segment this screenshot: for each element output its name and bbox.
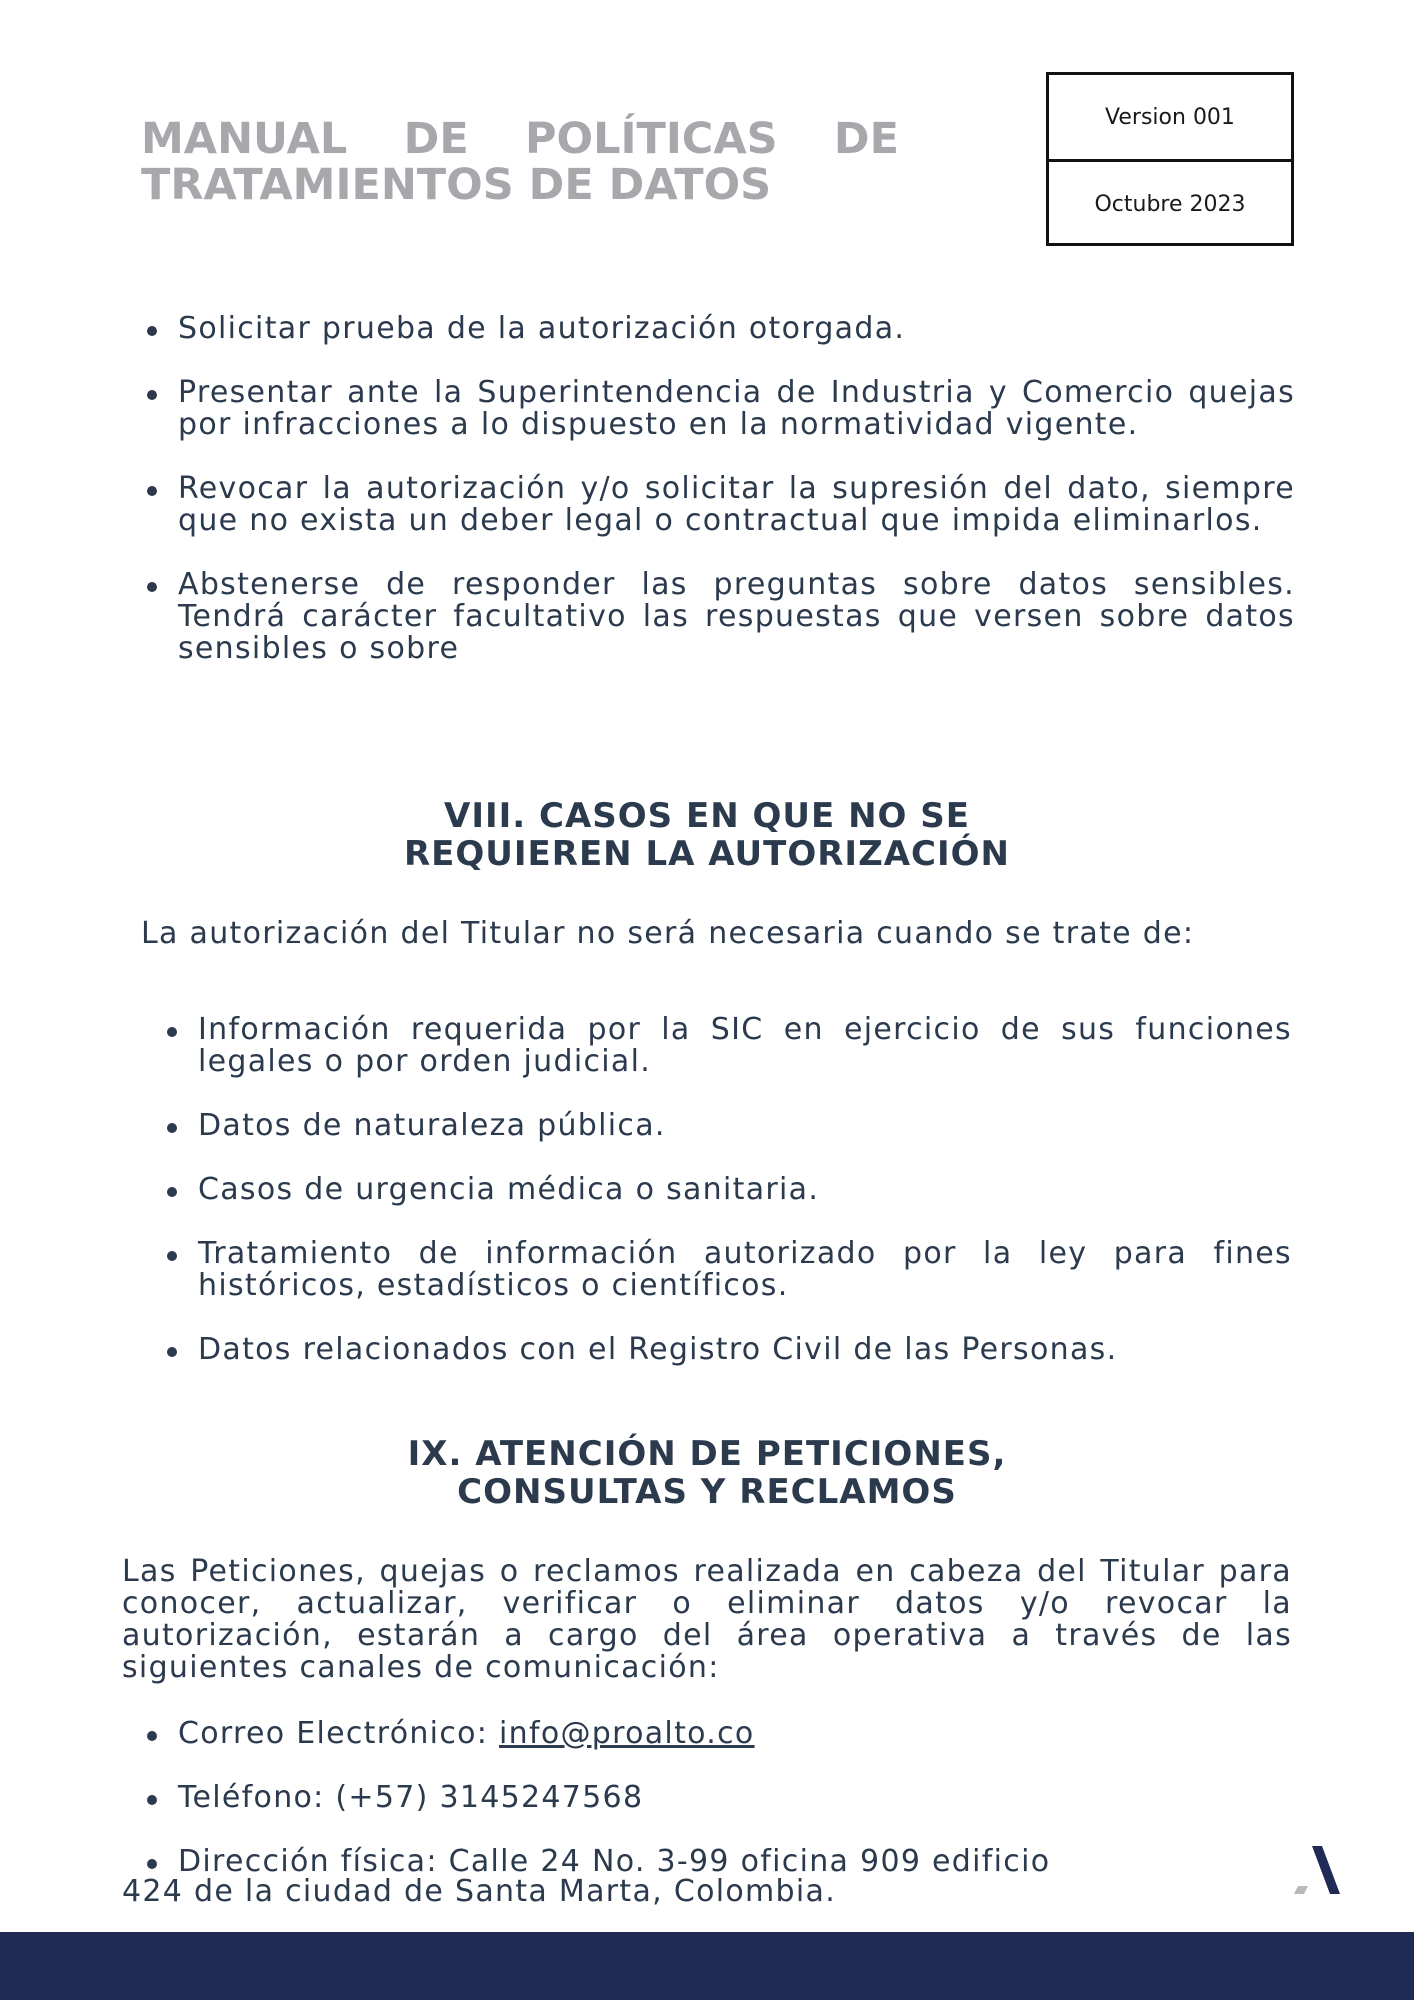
list-item: Tratamiento de información autorizado por la ley para fines históricos, estadísticos o científicos. [198, 1236, 1292, 1303]
document-title: MANUAL DE POLÍTICAS DE TRATAMIENTOS DE DATOS [141, 114, 899, 210]
section-ix-intro: Las Peticiones, quejas o reclamos realizada en cabeza del Titular para conocer, actualizar, verificar o eliminar datos y/o revocar la autorización, estarán a cargo del área operativa a través de las siguientes canales de comunicación: [122, 1554, 1292, 1685]
list-item: Datos relacionados con el Registro Civil de las Personas. [198, 1334, 1292, 1366]
list-item: Datos de naturaleza pública. [198, 1110, 1292, 1142]
list-item: Información requerida por la SIC en ejercicio de sus funciones legales o por orden judicial. [198, 1012, 1292, 1079]
section-viii-intro: La autorización del Titular no será necesaria cuando se trate de: [141, 916, 1195, 951]
contact-channels-list [178, 1718, 1178, 1878]
list-item: Revocar la autorización y/o solicitar la supresión del dato, siempre que no exista un deber legal o contractual que impida eliminarlos. [178, 471, 1295, 538]
version-box [1046, 72, 1294, 246]
list-item: Presentar ante la Superintendencia de Industria y Comercio quejas por infracciones a lo dispuesto en la normatividad vigente. [178, 375, 1295, 442]
version-date: Octubre 2023 [1049, 159, 1291, 246]
contact-phone-item: Teléfono: (+57) 3145247568 [178, 1782, 1178, 1814]
list-item: Abstenerse de responder las preguntas sobre datos sensibles. Tendrá carácter facultativo las respuestas que versen sobre datos sensibles o sobre [178, 567, 1295, 666]
section-ix-heading [141, 1435, 1273, 1511]
section-viii-heading-line1: VIII. CASOS EN QUE NO SE [444, 796, 970, 836]
footer-bar [0, 1932, 1414, 2000]
proalto-a-logo-icon [1288, 1842, 1344, 1898]
email-label: Correo Electrónico: [178, 1716, 500, 1751]
contact-email-item [178, 1718, 1178, 1750]
contact-address-continuation: 424 de la ciudad de Santa Marta, Colombia. [122, 1874, 837, 1909]
section-viii-heading-line2: REQUIEREN LA AUTORIZACIÓN [403, 834, 1011, 874]
rights-list [178, 313, 1295, 697]
contact-address-item: Dirección física: Calle 24 No. 3-99 oficina 909 edificio [178, 1846, 1178, 1878]
section-viii-heading [141, 797, 1273, 873]
section-ix-heading-line1: IX. ATENCIÓN DE PETICIONES, [407, 1434, 1007, 1474]
version-label: Version 001 [1105, 104, 1235, 130]
no-authorization-cases-list [198, 1014, 1292, 1398]
section-ix-heading-line2: CONSULTAS Y RECLAMOS [457, 1472, 957, 1512]
list-item: Solicitar prueba de la autorización otorgada. [178, 313, 1295, 345]
list-item: Casos de urgencia médica o sanitaria. [198, 1174, 1292, 1206]
email-link[interactable]: info@proalto.co [499, 1716, 755, 1751]
